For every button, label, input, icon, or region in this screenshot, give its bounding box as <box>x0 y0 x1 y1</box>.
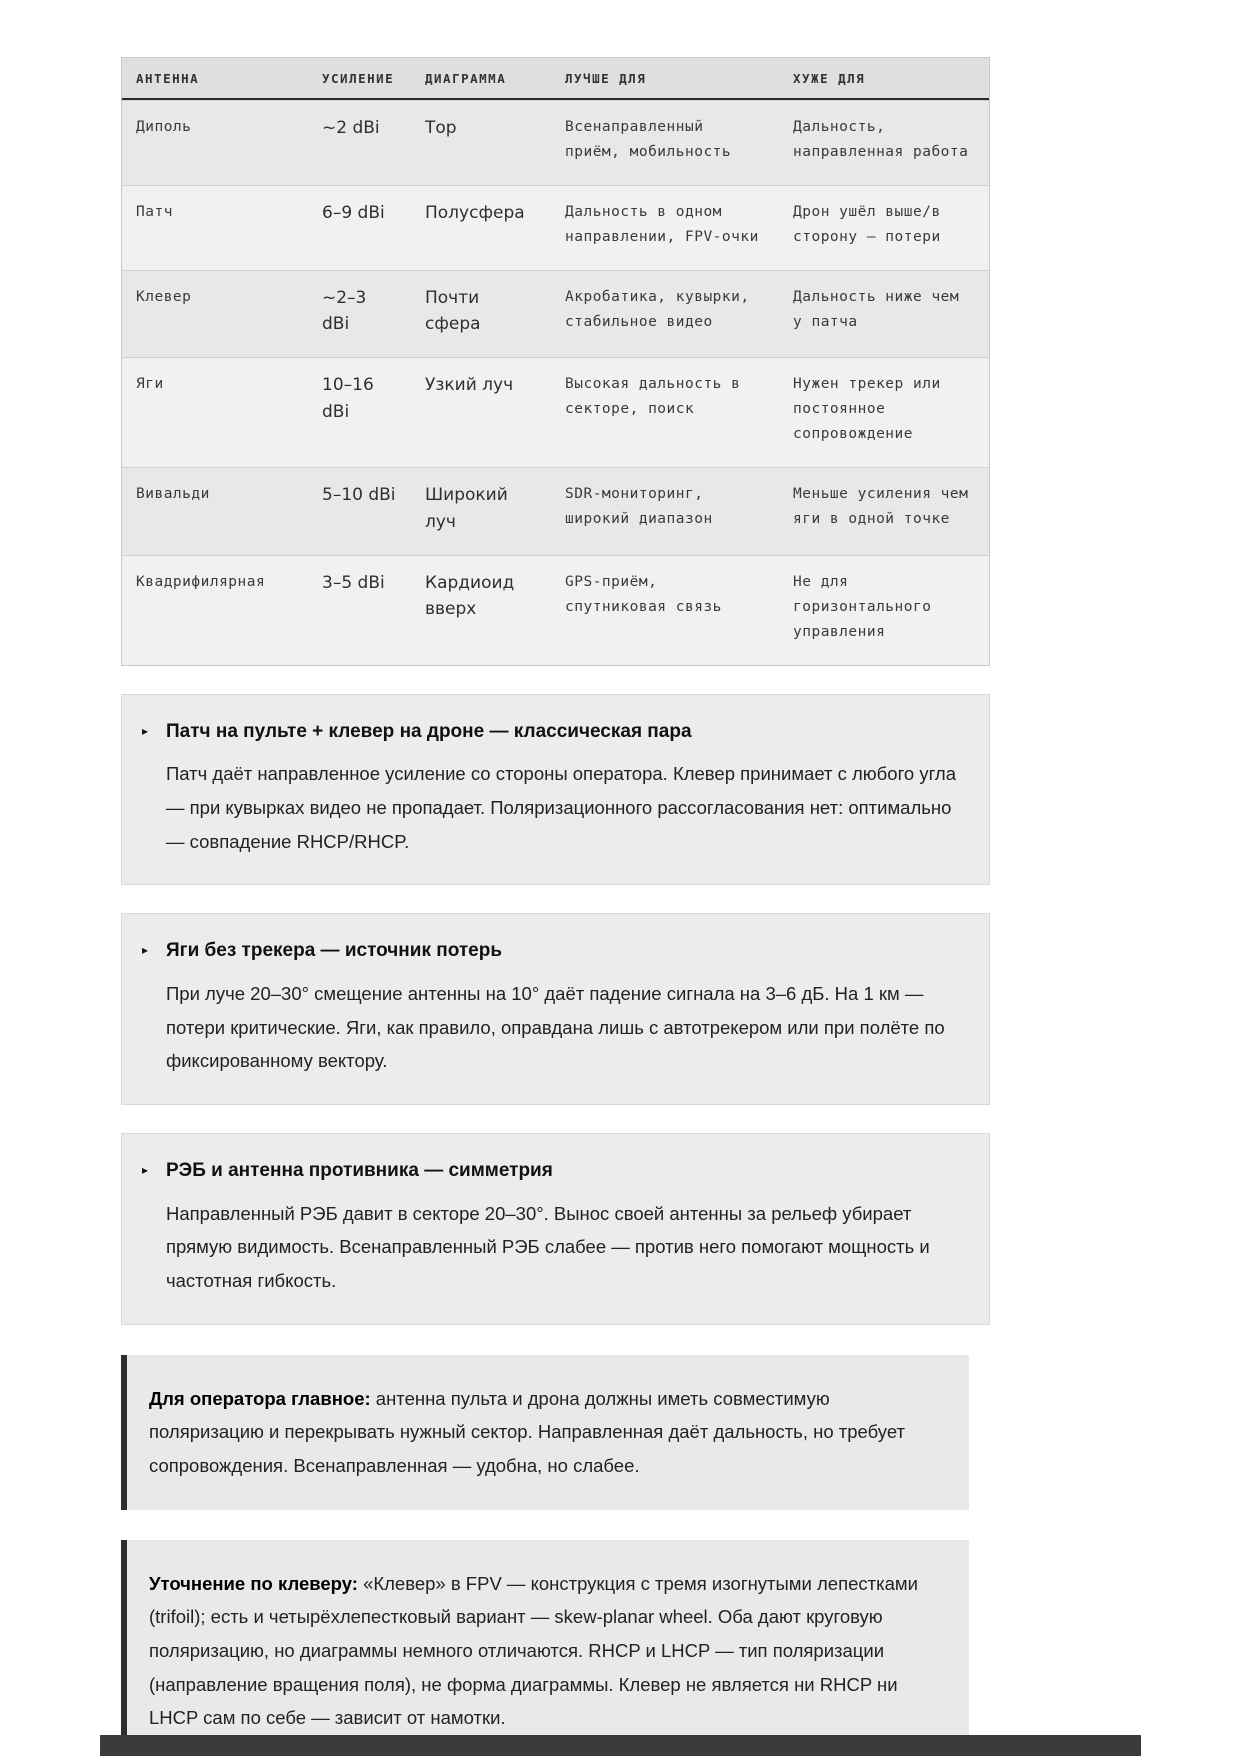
bullet-arrow-icon: ▸ <box>142 1162 149 1177</box>
cell-better: Акробатика, кувырки, стабильное видео <box>565 288 750 330</box>
cell-worse: Дальность, направленная работа <box>793 119 969 160</box>
callout-title: Яги без трекера — источник потерь <box>166 940 503 962</box>
cell-better: Высокая дальность в секторе, поиск <box>565 376 741 418</box>
cell-pattern: Кардиоид вверх <box>425 572 515 620</box>
antenna-table <box>121 57 990 666</box>
callout-body: Патч даёт направленное усиление со стороны оператора. Клевер принимает с любого угла — при кувырках видео не пропадает. Поляризационного рассогласования нет: оптимально — совпадение RHCP/RHCP. <box>166 763 957 852</box>
header-better: ЛУЧШЕ ДЛЯ <box>565 71 647 86</box>
bullet-arrow-icon: ▸ <box>142 943 149 958</box>
cell-worse: Дрон ушёл выше/в сторону — потери <box>793 203 941 245</box>
cell-antenna: Клевер <box>136 288 192 305</box>
bullet-arrow-icon: ▸ <box>142 723 149 738</box>
header-worse: ХУЖЕ ДЛЯ <box>793 71 866 86</box>
callout-body: При луче 20–30° смещение антенны на 10° даёт падение сигнала на 3–6 дБ. На 1 км — потери критические. Яги, как правило, оправдана лишь с автотрекером или при полёте по фиксированному вектору. <box>166 983 945 1072</box>
callout-body: Направленный РЭБ давит в секторе 20–30°. Вынос своей антенны за рельеф убирает прямую видимость. Всенаправленный РЭБ слабее — против него помогают мощность и частотная гибкость. <box>166 1202 930 1291</box>
cell-pattern: Широкий луч <box>425 485 508 532</box>
cell-antenna: Квадрифилярная <box>136 573 266 590</box>
bottom-dark-bar <box>100 1735 1141 1756</box>
cell-worse: Нужен трекер или постоянное сопровождение <box>793 376 941 443</box>
cell-pattern: Тор <box>425 118 457 138</box>
table-row <box>122 100 989 185</box>
table-row <box>122 555 989 665</box>
header-gain: УСИЛЕНИЕ <box>322 71 395 86</box>
cell-pattern: Узкий луч <box>425 375 514 396</box>
cell-gain: ~2 dBi <box>322 118 380 138</box>
note-clover-clarification <box>121 1540 969 1756</box>
cell-pattern: Почти сфера <box>425 287 481 335</box>
cell-worse: Меньше усиления чем яги в одной точке <box>793 486 969 528</box>
cell-antenna: Вивальди <box>136 486 210 503</box>
note-lead: Уточнение по клеверу: <box>149 1572 358 1594</box>
note-lead: Для оператора главное: <box>149 1387 371 1409</box>
cell-antenna: Яги <box>136 376 164 393</box>
note-body: антенна пульта и дрона должны иметь совместимую поляризацию и перекрывать нужный сектор. Направленная даёт дальность, но требует сопровождения. Всенаправленная — удобна, но слабее. <box>149 1387 905 1476</box>
cell-gain: ~2–3 dBi <box>322 287 367 335</box>
callout-title: Патч на пульте + клевер на дроне — классическая пара <box>166 720 692 742</box>
cell-worse: Не для горизонтального управления <box>793 573 932 640</box>
cell-gain: 6–9 dBi <box>322 202 385 223</box>
callout-title-row <box>142 719 959 745</box>
cell-pattern: Полусфера <box>425 202 525 223</box>
cell-better: Дальность в одном направлении, FPV-очки <box>565 203 759 245</box>
callout-yagi-tracker <box>121 913 990 1105</box>
content-column <box>121 57 990 1756</box>
note-body: «Клевер» в FPV — конструкция с тремя изогнутыми лепестками (trifoil); есть и четырёхлепестковый вариант — skew-planar wheel. Оба дают круговую поляризацию, но диаграммы немного отличаются. RHCP и LHCP — тип поляризации (направление вращения поля), не форма диаграммы. Клевер не является ни RHCP ни LHCP сам по себе — зависит от намотки. <box>149 1572 918 1729</box>
cell-antenna: Патч <box>136 203 173 220</box>
table-row <box>122 185 989 270</box>
callout-title-row <box>142 1158 959 1184</box>
cell-gain: 3–5 dBi <box>322 572 385 593</box>
cell-gain: 5–10 dBi <box>322 485 396 506</box>
cell-gain: 10–16 dBi <box>322 375 374 422</box>
callout-patch-clover <box>121 694 990 886</box>
cell-better: Всенаправленный приём, мобильность <box>565 119 732 160</box>
table-row <box>122 467 989 555</box>
callout-ew-symmetry <box>121 1133 990 1325</box>
callout-title-row <box>142 938 959 964</box>
cell-better: GPS-приём, спутниковая связь <box>565 573 722 615</box>
note-operator-summary <box>121 1355 969 1510</box>
cell-worse: Дальность ниже чем у патча <box>793 288 960 330</box>
cell-better: SDR-мониторинг, широкий диапазон <box>565 486 713 528</box>
callout-title: РЭБ и антенна противника — симметрия <box>166 1159 553 1181</box>
table-header-row <box>122 58 989 100</box>
header-antenna: АНТЕННА <box>136 71 200 86</box>
cell-antenna: Диполь <box>136 119 192 135</box>
header-pattern: ДИАГРАММА <box>425 71 507 86</box>
table-row <box>122 270 989 358</box>
table-row <box>122 357 989 467</box>
